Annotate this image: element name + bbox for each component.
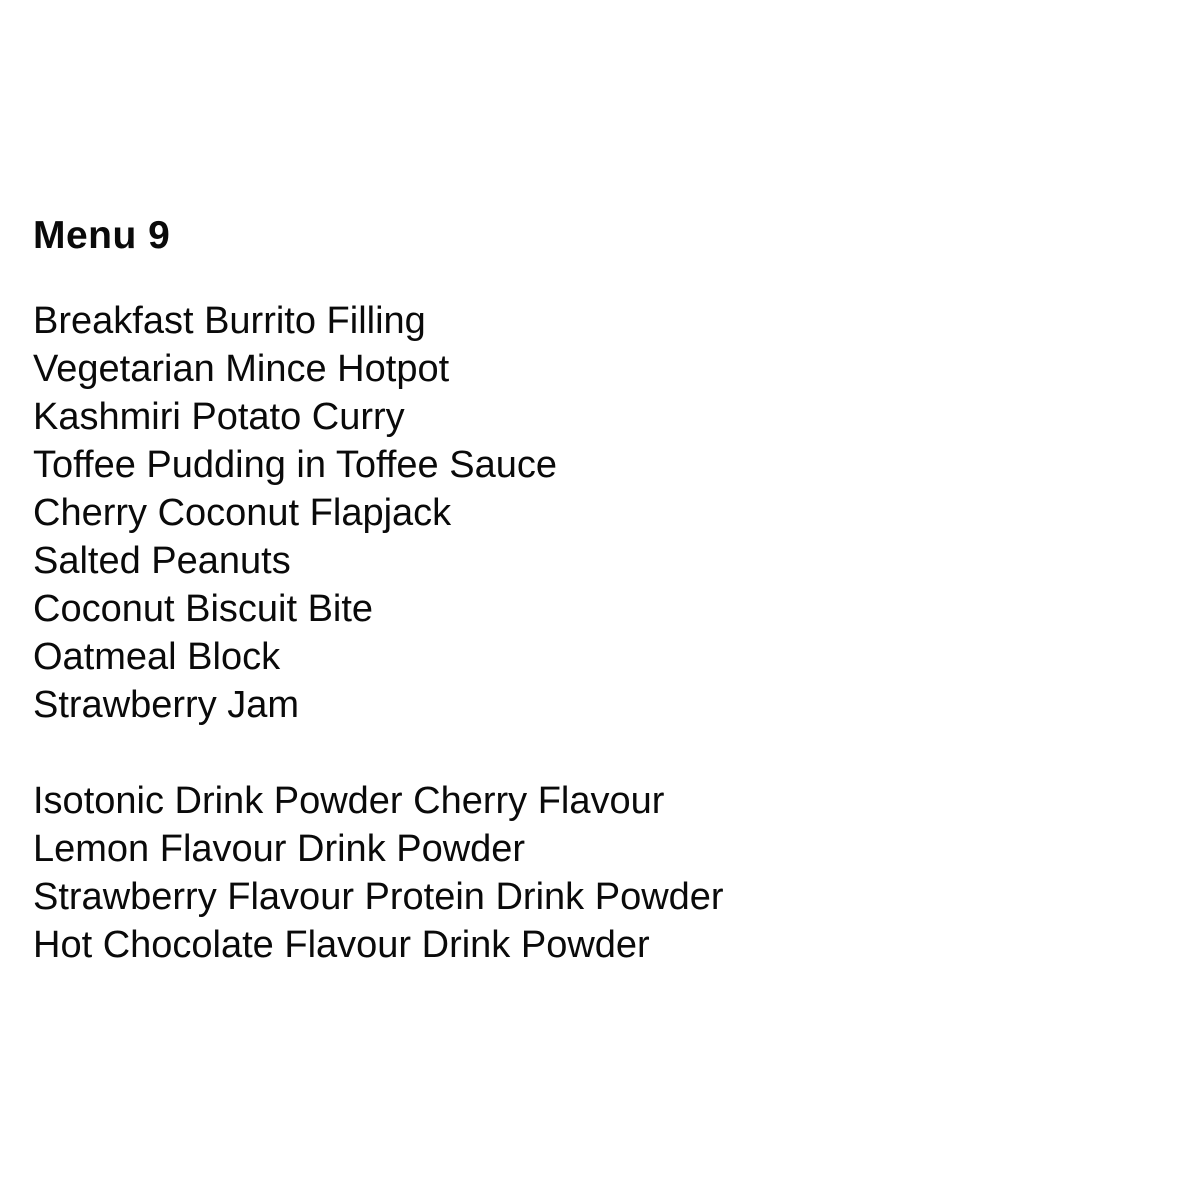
- menu-item: Vegetarian Mince Hotpot: [33, 348, 450, 390]
- menu-item: Lemon Flavour Drink Powder: [33, 828, 526, 870]
- menu-item: Strawberry Flavour Protein Drink Powder: [33, 876, 724, 918]
- menu-item: Toffee Pudding in Toffee Sauce: [33, 444, 557, 486]
- menu-item: Isotonic Drink Powder Cherry Flavour: [33, 780, 665, 822]
- menu-title: Menu 9: [33, 214, 171, 257]
- menu-food-section: [33, 297, 1163, 729]
- menu-item: Cherry Coconut Flapjack: [33, 492, 452, 534]
- menu-page: [33, 212, 1163, 969]
- menu-item: Oatmeal Block: [33, 636, 281, 678]
- menu-item: Strawberry Jam: [33, 684, 300, 726]
- menu-item: Coconut Biscuit Bite: [33, 588, 374, 630]
- menu-item: Salted Peanuts: [33, 540, 291, 582]
- menu-item: Hot Chocolate Flavour Drink Powder: [33, 924, 650, 966]
- menu-item: Breakfast Burrito Filling: [33, 300, 426, 342]
- menu-drinks-section: [33, 777, 1163, 969]
- menu-item: Kashmiri Potato Curry: [33, 396, 405, 438]
